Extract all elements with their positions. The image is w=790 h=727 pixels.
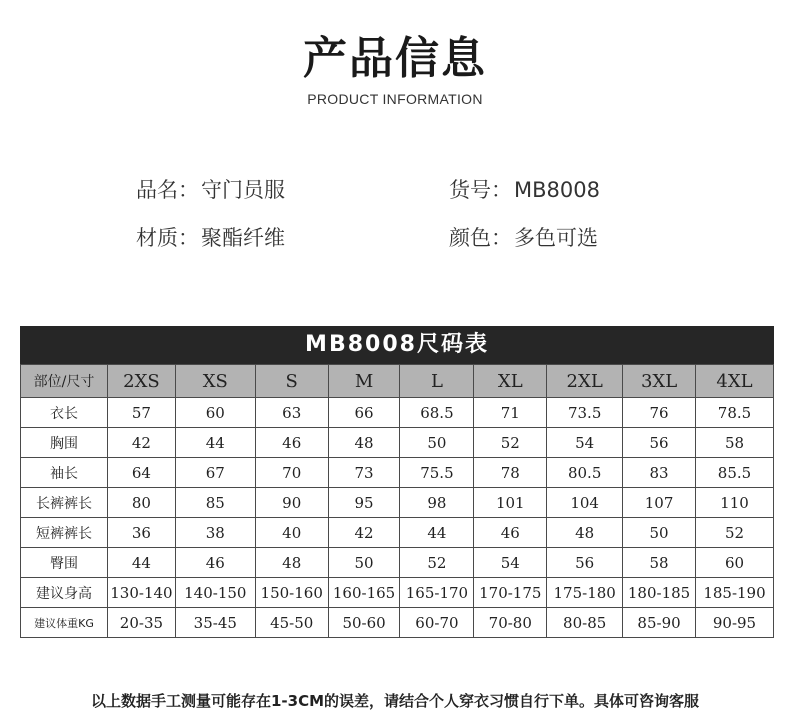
table-cell: 70-80: [474, 608, 547, 638]
table-cell: 46: [175, 548, 255, 578]
table-cell: 60-70: [400, 608, 474, 638]
table-cell: 38: [175, 518, 255, 548]
table-cell: 71: [474, 398, 547, 428]
table-row: [21, 398, 774, 428]
table-cell: 48: [328, 428, 400, 458]
table-cell: 20-35: [108, 608, 176, 638]
table-cell: 78: [474, 458, 547, 488]
table-cell: 54: [474, 548, 547, 578]
page-subtitle: PRODUCT INFORMATION: [307, 91, 483, 107]
table-cell: 98: [400, 488, 474, 518]
table-cell: 67: [175, 458, 255, 488]
info-material: [136, 222, 285, 252]
row-label: 臀围: [21, 548, 108, 578]
table-cell: 73.5: [547, 398, 623, 428]
table-cell: 44: [175, 428, 255, 458]
table-cell: 75.5: [400, 458, 474, 488]
page-title: 产品信息: [303, 33, 487, 84]
size-chart: [20, 364, 774, 638]
table-cell: 35-45: [175, 608, 255, 638]
table-cell: 46: [474, 518, 547, 548]
info-product-name: [136, 174, 285, 204]
table-cell: 46: [255, 428, 328, 458]
table-row: [21, 548, 774, 578]
table-cell: 42: [108, 428, 176, 458]
info-value: 多色可选: [514, 226, 598, 250]
table-row: [21, 428, 774, 458]
table-cell: 48: [547, 518, 623, 548]
table-cell: 50-60: [328, 608, 400, 638]
table-cell: 64: [108, 458, 176, 488]
info-value: 聚酯纤维: [201, 226, 285, 250]
table-cell: 83: [623, 458, 696, 488]
table-cell: 45-50: [255, 608, 328, 638]
table-cell: 140-150: [175, 578, 255, 608]
header-cell-size: M: [328, 365, 400, 398]
table-row: [21, 578, 774, 608]
table-cell: 130-140: [108, 578, 176, 608]
info-item-number: [449, 174, 600, 204]
table-cell: 52: [400, 548, 474, 578]
header-cell-size: 4XL: [695, 365, 773, 398]
table-cell: 104: [547, 488, 623, 518]
table-cell: 85-90: [623, 608, 696, 638]
table-cell: 63: [255, 398, 328, 428]
table-cell: 101: [474, 488, 547, 518]
header-cell-size: L: [400, 365, 474, 398]
row-label: 袖长: [21, 458, 108, 488]
table-cell: 85.5: [695, 458, 773, 488]
table-cell: 42: [328, 518, 400, 548]
table-cell: 90-95: [695, 608, 773, 638]
table-row: [21, 518, 774, 548]
table-cell: 54: [547, 428, 623, 458]
table-cell: 52: [695, 518, 773, 548]
table-cell: 160-165: [328, 578, 400, 608]
table-cell: 165-170: [400, 578, 474, 608]
table-row: [21, 488, 774, 518]
table-cell: 36: [108, 518, 176, 548]
info-value: 守门员服: [201, 178, 285, 202]
info-label: 颜色：: [449, 226, 512, 250]
table-header-row: [21, 365, 774, 398]
table-cell: 68.5: [400, 398, 474, 428]
row-label: 建议身高: [21, 578, 108, 608]
header-cell-size: 3XL: [623, 365, 696, 398]
table-cell: 80-85: [547, 608, 623, 638]
table-cell: 170-175: [474, 578, 547, 608]
table-cell: 44: [400, 518, 474, 548]
header-cell-size: 2XS: [108, 365, 176, 398]
row-label: 建议体重KG: [21, 608, 108, 638]
header-cell-size: S: [255, 365, 328, 398]
table-cell: 60: [695, 548, 773, 578]
table-cell: 150-160: [255, 578, 328, 608]
table-cell: 66: [328, 398, 400, 428]
table-cell: 80: [108, 488, 176, 518]
row-label: 胸围: [21, 428, 108, 458]
table-cell: 80.5: [547, 458, 623, 488]
size-table: [20, 326, 774, 638]
table-cell: 52: [474, 428, 547, 458]
table-cell: 44: [108, 548, 176, 578]
measurement-note: 以上数据手工测量可能存在1-3CM的误差，请结合个人穿衣习惯自行下单。具体可咨询客服: [90, 692, 700, 710]
table-cell: 76: [623, 398, 696, 428]
table-cell: 90: [255, 488, 328, 518]
table-cell: 50: [328, 548, 400, 578]
header-cell-size: XS: [175, 365, 255, 398]
table-cell: 48: [255, 548, 328, 578]
header-cell-size: XL: [474, 365, 547, 398]
table-cell: 110: [695, 488, 773, 518]
header-cell-part: 部位/尺寸: [21, 365, 108, 398]
info-label: 材质：: [136, 226, 199, 250]
table-row: [21, 608, 774, 638]
table-cell: 185-190: [695, 578, 773, 608]
table-cell: 56: [623, 428, 696, 458]
table-cell: 58: [695, 428, 773, 458]
table-row: [21, 458, 774, 488]
table-cell: 180-185: [623, 578, 696, 608]
info-value: MB8008: [514, 178, 600, 202]
table-cell: 85: [175, 488, 255, 518]
row-label: 长裤裤长: [21, 488, 108, 518]
row-label: 短裤裤长: [21, 518, 108, 548]
table-cell: 50: [400, 428, 474, 458]
table-cell: 73: [328, 458, 400, 488]
table-cell: 175-180: [547, 578, 623, 608]
table-cell: 78.5: [695, 398, 773, 428]
table-cell: 40: [255, 518, 328, 548]
table-cell: 107: [623, 488, 696, 518]
size-table-title: MB8008尺码表: [20, 326, 774, 364]
table-cell: 70: [255, 458, 328, 488]
table-cell: 50: [623, 518, 696, 548]
table-cell: 56: [547, 548, 623, 578]
table-cell: 95: [328, 488, 400, 518]
table-cell: 58: [623, 548, 696, 578]
table-cell: 57: [108, 398, 176, 428]
info-color: [449, 222, 598, 252]
row-label: 衣长: [21, 398, 108, 428]
info-label: 货号：: [449, 178, 512, 202]
header-cell-size: 2XL: [547, 365, 623, 398]
info-label: 品名：: [136, 178, 199, 202]
table-cell: 60: [175, 398, 255, 428]
